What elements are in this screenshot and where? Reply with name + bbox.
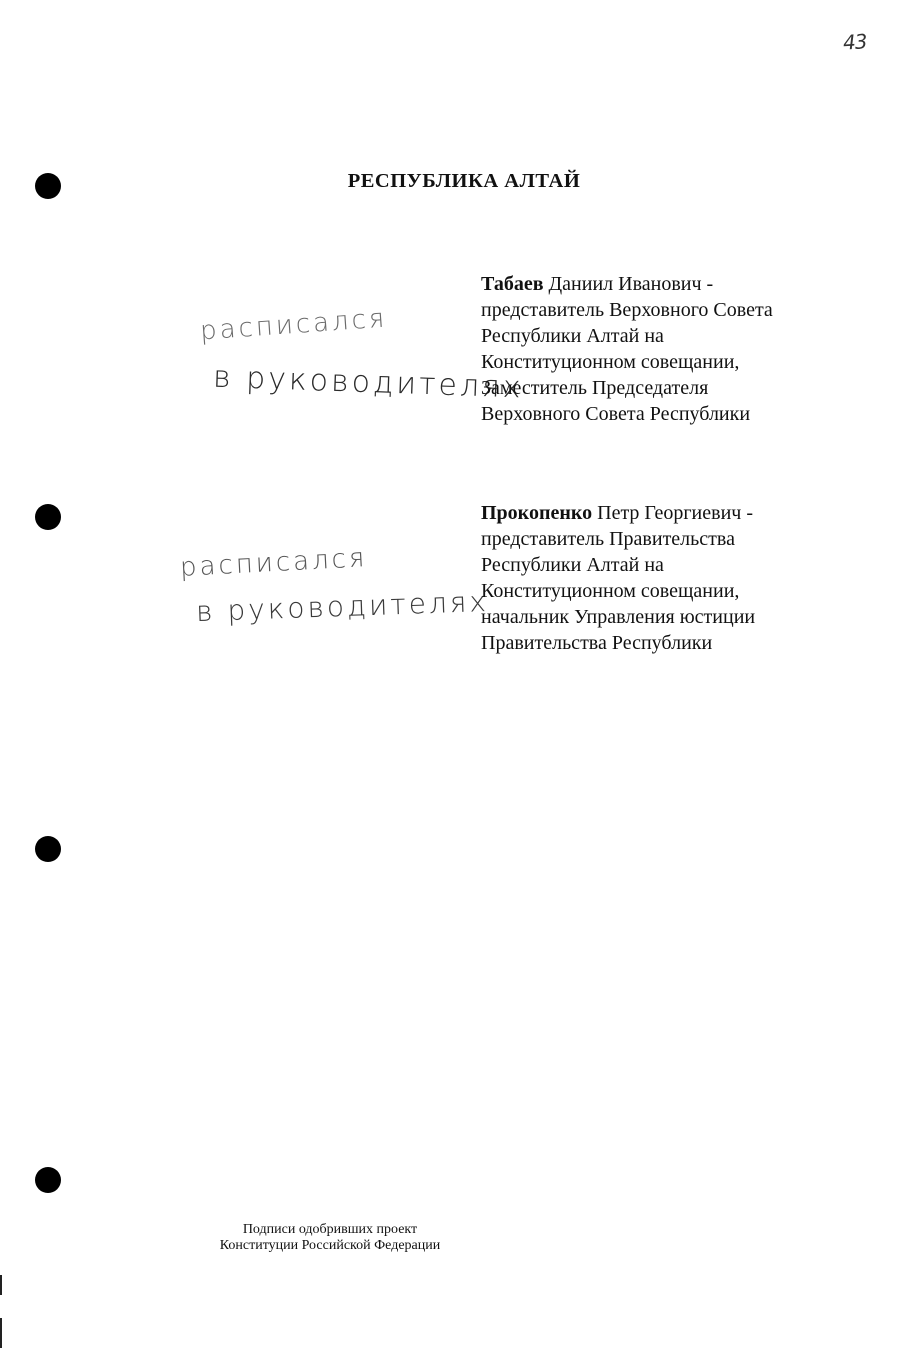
position-line: представитель Верховного Совета	[481, 299, 773, 321]
surname: Прокопенко	[481, 502, 593, 524]
document-heading: РЕСПУБЛИКА АЛТАЙ	[347, 170, 581, 192]
position-line: Верховного Совета Республики	[481, 403, 751, 425]
page-number: 43	[842, 29, 868, 55]
handwritten-note-line: в руководителях	[195, 584, 490, 629]
position-line: Республики Алтай на	[481, 325, 664, 347]
position-line: Республики Алтай на	[481, 554, 664, 576]
entry-first-line	[481, 500, 881, 526]
position-line: Конституционном совещании,	[481, 580, 740, 602]
handwritten-note-line: в руководителях	[212, 359, 525, 406]
footer-line: Конституции Российской Федерации	[219, 1238, 441, 1253]
handwritten-note-line: расписался	[199, 303, 389, 347]
page-footer	[190, 1222, 470, 1254]
punch-hole	[35, 836, 61, 862]
punch-hole	[35, 504, 61, 530]
surname: Табаев	[481, 273, 544, 295]
position-line: Правительства Республики	[481, 632, 713, 654]
position-line: начальник Управления юстиции	[481, 606, 756, 628]
entry-first-line	[481, 271, 881, 297]
name-line: Даниил Иванович -	[548, 273, 714, 295]
punch-hole	[35, 1167, 61, 1193]
signatory-entry	[481, 271, 881, 427]
handwritten-note-line: расписался	[179, 543, 369, 583]
footer-line: Подписи одобривших проект	[242, 1222, 418, 1237]
position-line: представитель Правительства	[481, 528, 735, 550]
scan-edge-mark	[0, 1275, 2, 1295]
name-line: Петр Георгиевич -	[597, 502, 753, 524]
scan-edge-mark	[0, 1318, 2, 1348]
signatory-entry	[481, 500, 881, 656]
position-line: Заместитель Председателя	[481, 377, 709, 399]
position-line: Конституционном совещании,	[481, 351, 740, 373]
